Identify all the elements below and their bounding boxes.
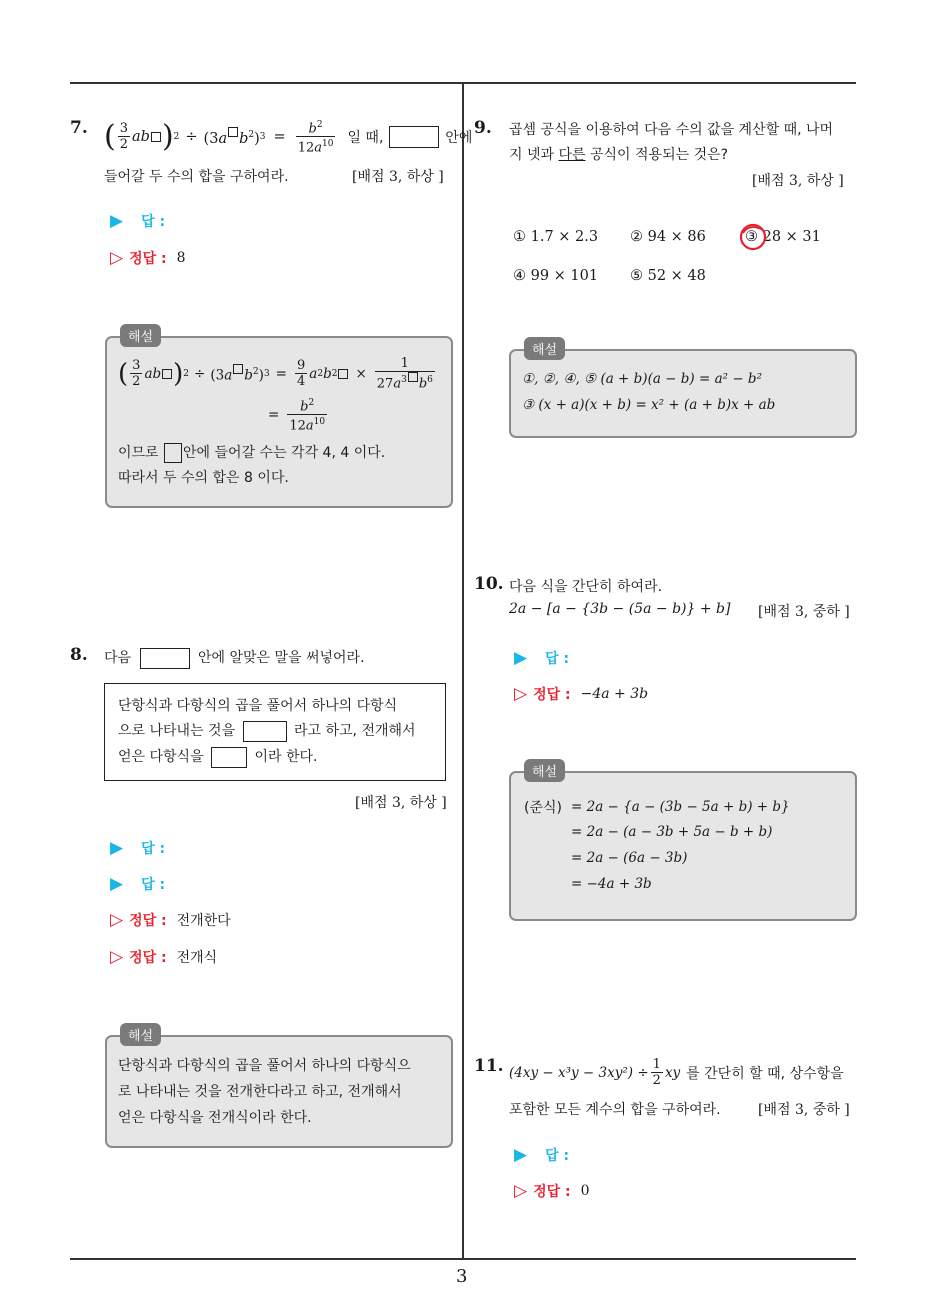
q10-expr: 2a − [a − {3b − (5a − b)} + b] xyxy=(509,601,731,617)
answer-arrow-icon: ▶ xyxy=(110,874,124,894)
correct-arrow-icon: ▷ xyxy=(514,1181,528,1201)
q8-answer-1[interactable]: ▶ 답 : xyxy=(110,838,166,858)
q11-answer[interactable]: ▶ 답 : xyxy=(514,1145,570,1165)
answer-arrow-icon: ▶ xyxy=(110,838,124,858)
q10-exp-line3: = 2a − (6a − 3b) xyxy=(571,850,688,866)
q10-explanation xyxy=(509,771,857,921)
q10-number: 10. xyxy=(474,574,504,594)
q10-exp-lead: (준식) xyxy=(524,800,562,816)
q10-exp-line1: = 2a − {a − (3b − 5a + b) + b} xyxy=(571,799,790,815)
q8-box-line3: 얻은 다항식을 이라 한다. xyxy=(118,746,318,768)
q9-choice-3[interactable]: ③ 28 × 31 xyxy=(745,229,821,245)
q10-correct: ▷ 정답 : −4a + 3b xyxy=(514,684,649,704)
q9-choice-2[interactable]: ② 94 × 86 xyxy=(630,229,706,245)
q7-correct: ▷ 정답 : 8 xyxy=(110,248,186,268)
q11-number: 11. xyxy=(474,1056,504,1076)
page-number: 3 xyxy=(456,1266,468,1287)
q7-exp-line1: 이므로 안에 들어갈 수는 각각 4, 4 이다. xyxy=(118,445,386,461)
q10-exp-line4: = −4a + 3b xyxy=(571,876,652,892)
q10-line1: 다음 식을 간단히 하여라. xyxy=(509,579,663,595)
q9-explanation-tab: 해설 xyxy=(524,337,565,360)
q10-explanation-tab: 해설 xyxy=(524,759,565,782)
q8-correct-1: ▷ 정답 : 전개한다 xyxy=(110,910,231,930)
q9-line2: 지 넷과 다른 공식이 적용되는 것은? xyxy=(509,147,729,163)
bottom-rule xyxy=(70,1258,856,1260)
q9-choice-4[interactable]: ④ 99 × 101 xyxy=(513,268,599,284)
column-divider xyxy=(462,84,464,1258)
q8-prompt: 다음 안에 알맞은 말을 써넣어라. xyxy=(104,647,365,669)
q7-expression: ( $\frac{3}{2}$ ab ) 2 ÷ (3a $b^2$) 3 = $\frac{b^2}{12a^{10}}$ 일 때, 안에 xyxy=(104,118,473,156)
q7-exp-math1: ( $\frac{3}{2}$ ab ) 2 ÷ (3a $b^2$) 3 = $\frac{9}{4}$ a 2 b 2 × $\frac{1}{27a^3 b^6}$ xyxy=(118,356,433,392)
q10-meta: [배점 3, 중하 ] xyxy=(758,604,850,620)
q9-number: 9. xyxy=(474,118,492,138)
q7-exp-line2: 따라서 두 수의 합은 8 이다. xyxy=(118,470,289,486)
q8-exp-line2: 로 나타내는 것을 전개한다라고 하고, 전개해서 xyxy=(118,1084,402,1100)
q11-expression: (4xy − x³y − 3xy²) ÷ $\frac{1}{2}$ xy 를 간단히 할 때, 상수항을 xyxy=(509,1057,844,1088)
answer-arrow-icon: ▶ xyxy=(514,1145,528,1165)
q7-meta: [배점 3, 하상 ] xyxy=(352,169,444,185)
correct-arrow-icon: ▷ xyxy=(514,684,528,704)
q9-exp-line1: ①, ②, ④, ⑤ (a + b)(a − b) = a² − b² xyxy=(522,371,762,387)
selected-answer-circle-icon xyxy=(738,222,770,252)
q9-line1: 곱셈 공식을 이용하여 다음 수의 값을 계산할 때, 나머 xyxy=(509,122,834,138)
q8-explanation-tab: 해설 xyxy=(120,1023,161,1046)
correct-arrow-icon: ▷ xyxy=(110,248,124,268)
q9-explanation xyxy=(509,349,857,438)
q8-answer-2[interactable]: ▶ 답 : xyxy=(110,874,166,894)
q8-box-line1: 단항식과 다항식의 곱을 풀어서 하나의 다항식 xyxy=(118,698,398,714)
q8-box-line2: 으로 나타내는 것을 라고 하고, 전개해서 xyxy=(118,720,416,742)
q7-explanation-tab: 해설 xyxy=(120,324,161,347)
q7-line2: 들어갈 두 수의 합을 구하여라. xyxy=(104,169,289,185)
q9-choice-5[interactable]: ⑤ 52 × 48 xyxy=(630,268,706,284)
q10-exp-line2: = 2a − (a − 3b + 5a − b + b) xyxy=(571,824,773,840)
correct-arrow-icon: ▷ xyxy=(110,910,124,930)
answer-arrow-icon: ▶ xyxy=(110,211,124,231)
q8-number: 8. xyxy=(70,645,88,665)
q9-meta: [배점 3, 하상 ] xyxy=(752,173,844,189)
q8-exp-line1: 단항식과 다항식의 곱을 풀어서 하나의 다항식으 xyxy=(118,1058,411,1074)
q7-blank xyxy=(389,126,439,148)
q9-exp-line2: ③ (x + a)(x + b) = x² + (a + b)x + ab xyxy=(522,397,776,413)
q8-exp-line3: 얻은 다항식을 전개식이라 한다. xyxy=(118,1110,312,1126)
q9-choice-1[interactable]: ① 1.7 × 2.3 xyxy=(513,229,599,245)
correct-arrow-icon: ▷ xyxy=(110,947,124,967)
answer-arrow-icon: ▶ xyxy=(514,648,528,668)
q11-meta: [배점 3, 중하 ] xyxy=(758,1102,850,1118)
q11-correct: ▷ 정답 : 0 xyxy=(514,1181,590,1201)
q8-meta: [배점 3, 하상 ] xyxy=(355,795,447,811)
q10-answer[interactable]: ▶ 답 : xyxy=(514,648,570,668)
q7-exp-math2: = $\frac{b^2}{12a^{10}}$ xyxy=(268,398,326,434)
q7-answer[interactable]: ▶ 답 : xyxy=(110,211,166,231)
q7-number: 7. xyxy=(70,118,88,138)
q8-correct-2: ▷ 정답 : 전개식 xyxy=(110,947,218,967)
q11-line2: 포함한 모든 계수의 합을 구하여라. xyxy=(509,1102,721,1118)
